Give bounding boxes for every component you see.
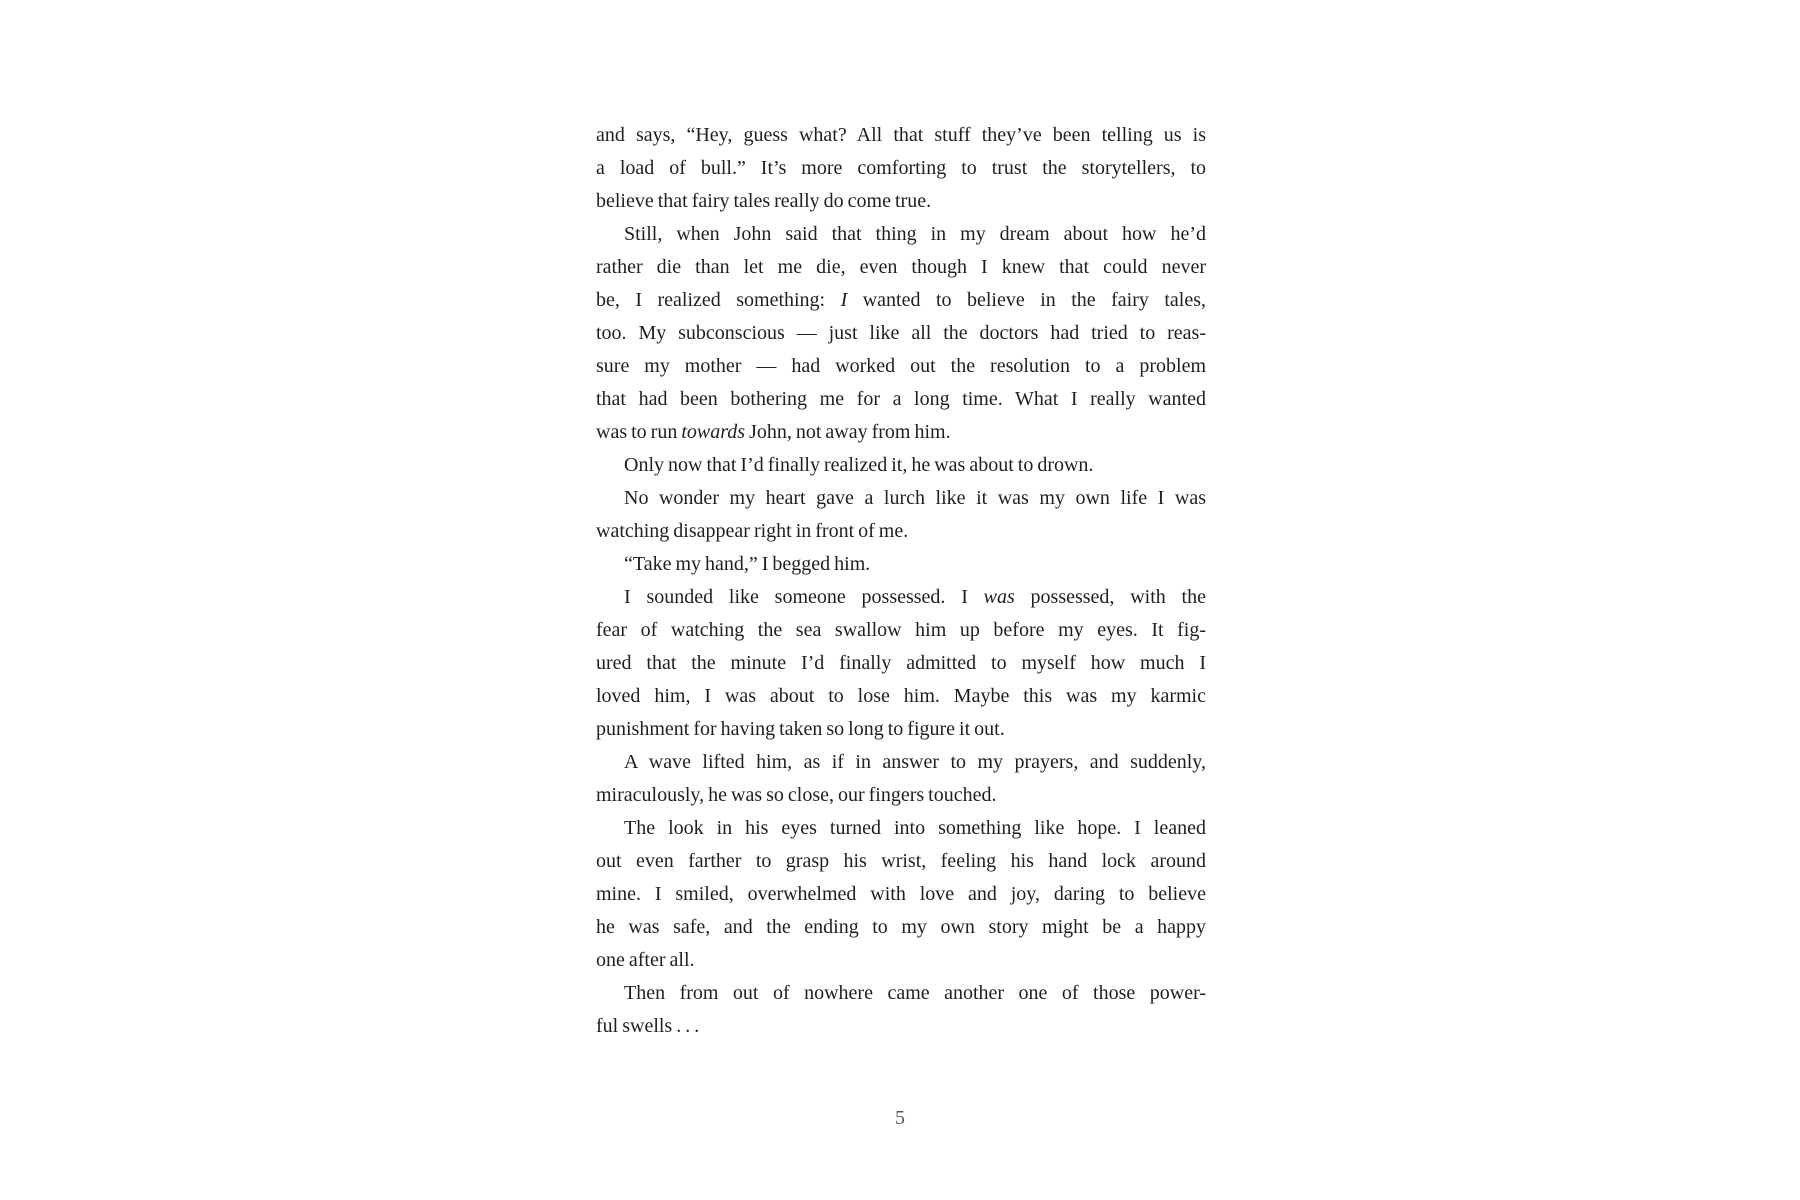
italic-text: was: [983, 586, 1015, 608]
text-line: believe that fairy tales really do come true.: [596, 190, 932, 212]
text-line: out even farther to grasp his wrist, feeling his hand lock around: [596, 850, 1206, 872]
text-line: Only now that I’d finally realized it, he was about to drown.: [624, 454, 1094, 476]
text-line: ful swells . . .: [596, 1015, 700, 1037]
text-line: punishment for having taken so long to figure it out.: [596, 718, 1005, 740]
text-line: a load of bull.” It’s more comforting to trust the storytellers, to: [596, 157, 1206, 179]
text-line: watching disappear right in front of me.: [596, 520, 909, 542]
text-line: mine. I smiled, overwhelmed with love and joy, daring to believe: [596, 883, 1206, 905]
text-line: Still, when John said that thing in my dream about how he’d: [624, 223, 1206, 245]
text-line: Then from out of nowhere came another one of those power-: [624, 982, 1206, 1004]
text-line: ured that the minute I’d finally admitted to myself how much I: [596, 652, 1206, 674]
text-line: “Take my hand,” I begged him.: [624, 553, 871, 575]
text-line: No wonder my heart gave a lurch like it was my own life I was: [624, 487, 1206, 509]
italic-text: I: [840, 289, 848, 311]
text-line: and says, “Hey, guess what? All that stuff they’ve been telling us is: [596, 124, 1206, 146]
text-line: one after all.: [596, 949, 695, 971]
text-line: too. My subconscious — just like all the doctors had tried to reas-: [596, 322, 1206, 344]
text-line: A wave lifted him, as if in answer to my prayers, and suddenly,: [624, 751, 1206, 773]
italic-text: towards: [681, 421, 746, 443]
text-line: that had been bothering me for a long time. What I really wanted: [596, 388, 1206, 410]
text-line: was to run towards John, not away from him.: [596, 421, 951, 443]
text-block: [596, 119, 1206, 1043]
text-line: loved him, I was about to lose him. Maybe this was my karmic: [596, 685, 1206, 707]
text-line: I sounded like someone possessed. I was possessed, with the: [624, 586, 1206, 608]
page-number: 5: [895, 1107, 905, 1129]
text-line: The look in his eyes turned into something like hope. I leaned: [624, 817, 1206, 839]
text-line: fear of watching the sea swallow him up before my eyes. It fig-: [596, 619, 1206, 641]
text-line: rather die than let me die, even though I knew that could never: [596, 256, 1206, 278]
text-line: he was safe, and the ending to my own story might be a happy: [596, 916, 1206, 938]
text-line: miraculously, he was so close, our fingers touched.: [596, 784, 997, 806]
text-line: be, I realized something: I wanted to believe in the fairy tales,: [596, 289, 1206, 311]
text-line: sure my mother — had worked out the resolution to a problem: [596, 355, 1206, 377]
